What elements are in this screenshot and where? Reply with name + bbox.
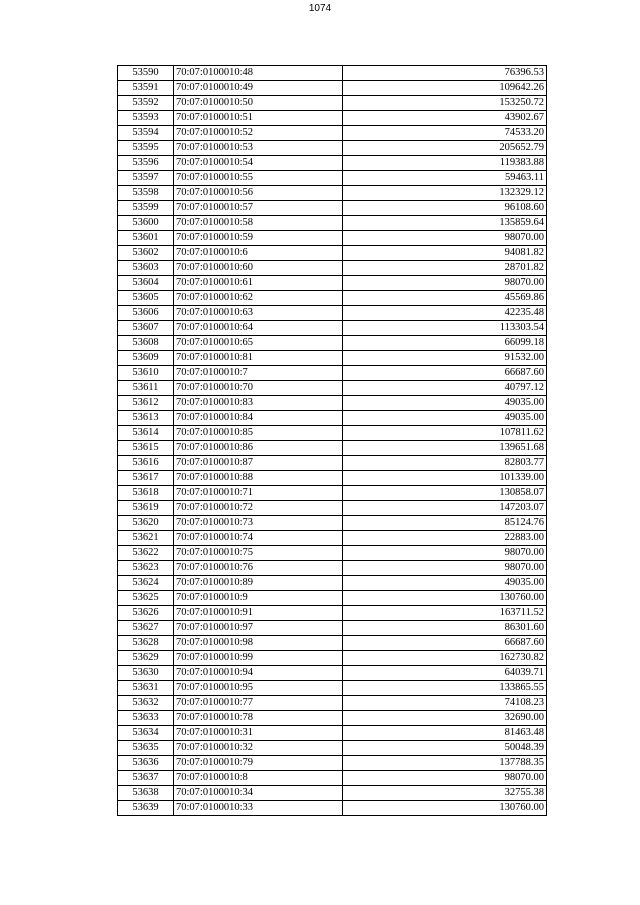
row-number-cell: 53594: [118, 126, 174, 141]
row-number-cell: 53626: [118, 606, 174, 621]
cadastral-value-table: [117, 65, 547, 816]
cadastral-value-cell: 205652.79: [343, 141, 547, 156]
table-row: [118, 441, 547, 456]
table-row: [118, 486, 547, 501]
row-number-cell: 53607: [118, 321, 174, 336]
table-row: [118, 231, 547, 246]
cadastral-number-cell: 70:07:0100010:6: [174, 246, 343, 261]
cadastral-number-cell: 70:07:0100010:51: [174, 111, 343, 126]
row-number-cell: 53622: [118, 546, 174, 561]
cadastral-value-cell: 135859.64: [343, 216, 547, 231]
table-row: [118, 426, 547, 441]
table-row: [118, 171, 547, 186]
row-number-cell: 53599: [118, 201, 174, 216]
table-row: [118, 306, 547, 321]
table-row: [118, 756, 547, 771]
cadastral-number-cell: 70:07:0100010:50: [174, 96, 343, 111]
row-number-cell: 53609: [118, 351, 174, 366]
cadastral-number-cell: 70:07:0100010:8: [174, 771, 343, 786]
table-row: [118, 516, 547, 531]
cadastral-value-cell: 137788.35: [343, 756, 547, 771]
cadastral-value-cell: 45569.86: [343, 291, 547, 306]
cadastral-value-cell: 130858.07: [343, 486, 547, 501]
cadastral-number-cell: 70:07:0100010:49: [174, 81, 343, 96]
cadastral-number-cell: 70:07:0100010:94: [174, 666, 343, 681]
cadastral-number-cell: 70:07:0100010:58: [174, 216, 343, 231]
cadastral-value-cell: 43902.67: [343, 111, 547, 126]
cadastral-number-cell: 70:07:0100010:64: [174, 321, 343, 336]
cadastral-number-cell: 70:07:0100010:95: [174, 681, 343, 696]
cadastral-value-cell: 98070.00: [343, 276, 547, 291]
table-row: [118, 621, 547, 636]
cadastral-value-cell: 132329.12: [343, 186, 547, 201]
table-row: [118, 111, 547, 126]
row-number-cell: 53628: [118, 636, 174, 651]
row-number-cell: 53606: [118, 306, 174, 321]
cadastral-value-cell: 113303.54: [343, 321, 547, 336]
cadastral-number-cell: 70:07:0100010:73: [174, 516, 343, 531]
table-row: [118, 261, 547, 276]
cadastral-number-cell: 70:07:0100010:72: [174, 501, 343, 516]
cadastral-value-cell: 101339.00: [343, 471, 547, 486]
cadastral-number-cell: 70:07:0100010:70: [174, 381, 343, 396]
row-number-cell: 53590: [118, 66, 174, 81]
cadastral-number-cell: 70:07:0100010:84: [174, 411, 343, 426]
table-row: [118, 291, 547, 306]
table-row: [118, 321, 547, 336]
cadastral-number-cell: 70:07:0100010:53: [174, 141, 343, 156]
cadastral-value-cell: 22883.00: [343, 531, 547, 546]
row-number-cell: 53605: [118, 291, 174, 306]
row-number-cell: 53597: [118, 171, 174, 186]
cadastral-number-cell: 70:07:0100010:34: [174, 786, 343, 801]
row-number-cell: 53616: [118, 456, 174, 471]
table-row: [118, 591, 547, 606]
row-number-cell: 53625: [118, 591, 174, 606]
table-row: [118, 216, 547, 231]
row-number-cell: 53592: [118, 96, 174, 111]
table-row: [118, 201, 547, 216]
table-row: [118, 351, 547, 366]
cadastral-number-cell: 70:07:0100010:85: [174, 426, 343, 441]
row-number-cell: 53627: [118, 621, 174, 636]
page-number: 1074: [308, 3, 332, 14]
cadastral-value-cell: 85124.76: [343, 516, 547, 531]
cadastral-number-cell: 70:07:0100010:74: [174, 531, 343, 546]
row-number-cell: 53614: [118, 426, 174, 441]
cadastral-value-cell: 133865.55: [343, 681, 547, 696]
cadastral-value-cell: 98070.00: [343, 231, 547, 246]
cadastral-value-cell: 107811.62: [343, 426, 547, 441]
table-row: [118, 561, 547, 576]
table-row: [118, 741, 547, 756]
table-row: [118, 411, 547, 426]
row-number-cell: 53613: [118, 411, 174, 426]
row-number-cell: 53610: [118, 366, 174, 381]
row-number-cell: 53617: [118, 471, 174, 486]
cadastral-value-cell: 82803.77: [343, 456, 547, 471]
table-row: [118, 786, 547, 801]
cadastral-value-cell: 40797.12: [343, 381, 547, 396]
cadastral-value-cell: 50048.39: [343, 741, 547, 756]
cadastral-number-cell: 70:07:0100010:76: [174, 561, 343, 576]
cadastral-number-cell: 70:07:0100010:9: [174, 591, 343, 606]
table-row: [118, 501, 547, 516]
row-number-cell: 53636: [118, 756, 174, 771]
table-row: [118, 666, 547, 681]
table-row: [118, 396, 547, 411]
cadastral-number-cell: 70:07:0100010:98: [174, 636, 343, 651]
row-number-cell: 53624: [118, 576, 174, 591]
cadastral-number-cell: 70:07:0100010:91: [174, 606, 343, 621]
row-number-cell: 53634: [118, 726, 174, 741]
table-row: [118, 471, 547, 486]
cadastral-value-cell: 130760.00: [343, 591, 547, 606]
row-number-cell: 53633: [118, 711, 174, 726]
row-number-cell: 53612: [118, 396, 174, 411]
cadastral-number-cell: 70:07:0100010:65: [174, 336, 343, 351]
cadastral-value-cell: 32755.38: [343, 786, 547, 801]
cadastral-number-cell: 70:07:0100010:71: [174, 486, 343, 501]
cadastral-number-cell: 70:07:0100010:57: [174, 201, 343, 216]
cadastral-value-cell: 28701.82: [343, 261, 547, 276]
cadastral-value-cell: 81463.48: [343, 726, 547, 741]
row-number-cell: 53603: [118, 261, 174, 276]
cadastral-number-cell: 70:07:0100010:54: [174, 156, 343, 171]
row-number-cell: 53637: [118, 771, 174, 786]
row-number-cell: 53621: [118, 531, 174, 546]
table-row: [118, 696, 547, 711]
cadastral-value-cell: 139651.68: [343, 441, 547, 456]
table-row: [118, 81, 547, 96]
cadastral-number-cell: 70:07:0100010:83: [174, 396, 343, 411]
row-number-cell: 53598: [118, 186, 174, 201]
cadastral-value-cell: 64039.71: [343, 666, 547, 681]
row-number-cell: 53611: [118, 381, 174, 396]
row-number-cell: 53608: [118, 336, 174, 351]
cadastral-number-cell: 70:07:0100010:56: [174, 186, 343, 201]
cadastral-number-cell: 70:07:0100010:89: [174, 576, 343, 591]
cadastral-number-cell: 70:07:0100010:99: [174, 651, 343, 666]
row-number-cell: 53630: [118, 666, 174, 681]
cadastral-value-cell: 59463.11: [343, 171, 547, 186]
cadastral-value-cell: 74533.20: [343, 126, 547, 141]
table-row: [118, 366, 547, 381]
table-row: [118, 246, 547, 261]
row-number-cell: 53601: [118, 231, 174, 246]
table-row: [118, 96, 547, 111]
table-row: [118, 576, 547, 591]
cadastral-value-cell: 86301.60: [343, 621, 547, 636]
cadastral-value-cell: 49035.00: [343, 576, 547, 591]
cadastral-number-cell: 70:07:0100010:81: [174, 351, 343, 366]
cadastral-value-cell: 98070.00: [343, 561, 547, 576]
cadastral-value-cell: 32690.00: [343, 711, 547, 726]
cadastral-value-cell: 147203.07: [343, 501, 547, 516]
row-number-cell: 53619: [118, 501, 174, 516]
cadastral-value-cell: 130760.00: [343, 801, 547, 816]
row-number-cell: 53635: [118, 741, 174, 756]
table-row: [118, 336, 547, 351]
cadastral-number-cell: 70:07:0100010:48: [174, 66, 343, 81]
cadastral-number-cell: 70:07:0100010:61: [174, 276, 343, 291]
cadastral-value-cell: 153250.72: [343, 96, 547, 111]
row-number-cell: 53623: [118, 561, 174, 576]
cadastral-number-cell: 70:07:0100010:7: [174, 366, 343, 381]
cadastral-number-cell: 70:07:0100010:87: [174, 456, 343, 471]
row-number-cell: 53600: [118, 216, 174, 231]
row-number-cell: 53595: [118, 141, 174, 156]
cadastral-value-cell: 98070.00: [343, 546, 547, 561]
cadastral-number-cell: 70:07:0100010:52: [174, 126, 343, 141]
cadastral-value-cell: 76396.53: [343, 66, 547, 81]
cadastral-value-cell: 91532.00: [343, 351, 547, 366]
cadastral-value-cell: 98070.00: [343, 771, 547, 786]
cadastral-number-cell: 70:07:0100010:62: [174, 291, 343, 306]
cadastral-number-cell: 70:07:0100010:78: [174, 711, 343, 726]
table-row: [118, 711, 547, 726]
cadastral-value-cell: 162730.82: [343, 651, 547, 666]
table-row: [118, 771, 547, 786]
cadastral-value-cell: 94081.82: [343, 246, 547, 261]
row-number-cell: 53638: [118, 786, 174, 801]
table-row: [118, 726, 547, 741]
table-row: [118, 651, 547, 666]
cadastral-value-cell: 74108.23: [343, 696, 547, 711]
cadastral-number-cell: 70:07:0100010:97: [174, 621, 343, 636]
row-number-cell: 53639: [118, 801, 174, 816]
cadastral-number-cell: 70:07:0100010:55: [174, 171, 343, 186]
table-row: [118, 66, 547, 81]
cadastral-value-cell: 109642.26: [343, 81, 547, 96]
table-body: [118, 66, 547, 816]
row-number-cell: 53604: [118, 276, 174, 291]
cadastral-number-cell: 70:07:0100010:59: [174, 231, 343, 246]
cadastral-number-cell: 70:07:0100010:33: [174, 801, 343, 816]
row-number-cell: 53632: [118, 696, 174, 711]
cadastral-number-cell: 70:07:0100010:75: [174, 546, 343, 561]
cadastral-value-cell: 119383.88: [343, 156, 547, 171]
cadastral-value-cell: 42235.48: [343, 306, 547, 321]
table-row: [118, 606, 547, 621]
table-row: [118, 126, 547, 141]
table-row: [118, 681, 547, 696]
cadastral-value-cell: 96108.60: [343, 201, 547, 216]
row-number-cell: 53620: [118, 516, 174, 531]
table-row: [118, 801, 547, 816]
cadastral-number-cell: 70:07:0100010:63: [174, 306, 343, 321]
table-row: [118, 636, 547, 651]
cadastral-number-cell: 70:07:0100010:77: [174, 696, 343, 711]
row-number-cell: 53596: [118, 156, 174, 171]
cadastral-value-cell: 49035.00: [343, 396, 547, 411]
cadastral-number-cell: 70:07:0100010:60: [174, 261, 343, 276]
table-row: [118, 141, 547, 156]
row-number-cell: 53591: [118, 81, 174, 96]
cadastral-value-cell: 66099.18: [343, 336, 547, 351]
table-row: [118, 531, 547, 546]
table-row: [118, 186, 547, 201]
table-row: [118, 546, 547, 561]
row-number-cell: 53602: [118, 246, 174, 261]
row-number-cell: 53631: [118, 681, 174, 696]
cadastral-number-cell: 70:07:0100010:79: [174, 756, 343, 771]
table-row: [118, 156, 547, 171]
table-row: [118, 381, 547, 396]
row-number-cell: 53629: [118, 651, 174, 666]
cadastral-number-cell: 70:07:0100010:88: [174, 471, 343, 486]
cadastral-number-cell: 70:07:0100010:86: [174, 441, 343, 456]
cadastral-value-cell: 66687.60: [343, 366, 547, 381]
row-number-cell: 53615: [118, 441, 174, 456]
cadastral-number-cell: 70:07:0100010:32: [174, 741, 343, 756]
table-row: [118, 276, 547, 291]
cadastral-value-cell: 163711.52: [343, 606, 547, 621]
cadastral-number-cell: 70:07:0100010:31: [174, 726, 343, 741]
cadastral-value-cell: 66687.60: [343, 636, 547, 651]
row-number-cell: 53593: [118, 111, 174, 126]
row-number-cell: 53618: [118, 486, 174, 501]
cadastral-value-cell: 49035.00: [343, 411, 547, 426]
table-row: [118, 456, 547, 471]
